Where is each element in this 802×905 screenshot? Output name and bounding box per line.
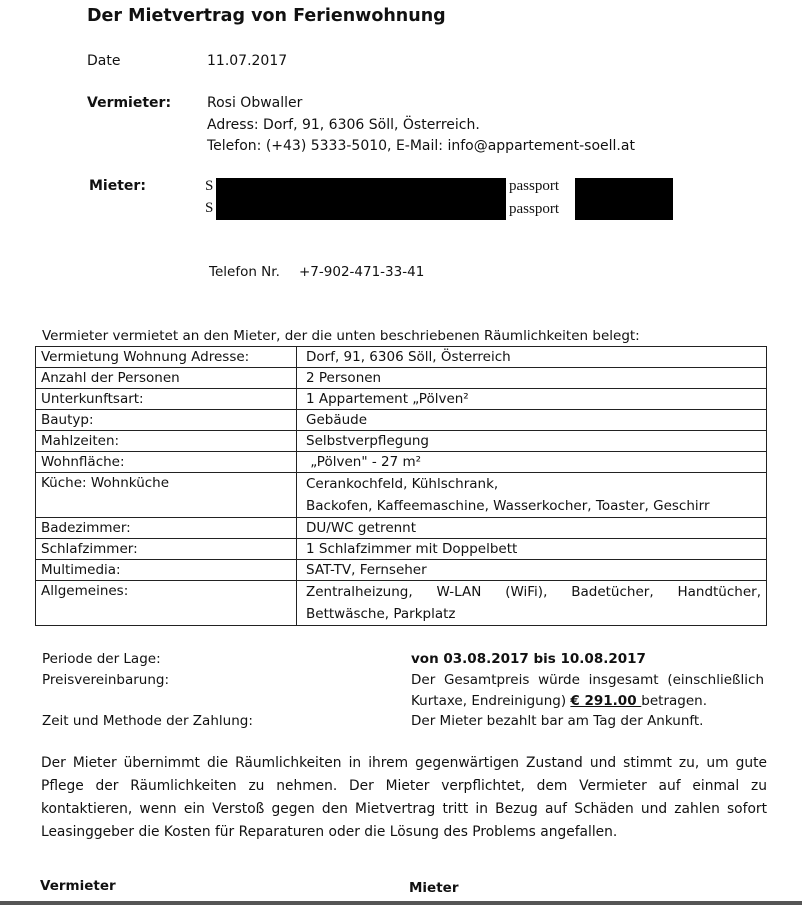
row-value: DU/WC getrennt (297, 518, 767, 539)
row-value: 1 Appartement „Pölven² (297, 389, 767, 410)
table-row (36, 560, 767, 581)
passport-label-2: passport (509, 201, 559, 217)
row-key: Anzahl der Personen (36, 368, 297, 389)
table-row (36, 581, 767, 626)
row-key: Wohnfläche: (36, 452, 297, 473)
document-title: Der Mietvertrag von Ferienwohnung (87, 6, 446, 26)
redaction-box-passport (575, 178, 673, 220)
row-value-line: Cerankochfeld, Kühlschrank, (306, 476, 499, 492)
row-value: „Pölven" - 27 m² (297, 452, 767, 473)
row-value-line: Zentralheizung, W-LAN (WiFi), Badetücher, Handtücher, (306, 584, 761, 600)
row-key: Schlafzimmer: (36, 539, 297, 560)
row-value: SAT-TV, Fernseher (297, 560, 767, 581)
table-row (36, 452, 767, 473)
table-row (36, 389, 767, 410)
price-label: Preisvereinbarung: (42, 672, 170, 688)
period-label: Periode der Lage: (42, 651, 161, 667)
table-row (36, 347, 767, 368)
table-row (36, 473, 767, 518)
property-table (35, 346, 767, 626)
row-key: Multimedia: (36, 560, 297, 581)
payment-value: Der Mieter bezahlt bar am Tag der Ankunft. (411, 713, 704, 729)
price-line-2-end: betragen. (641, 693, 708, 709)
row-value-line: Backofen, Kaffeemaschine, Wasserkocher, Toaster, Geschirr (306, 498, 710, 514)
row-key: Vermietung Wohnung Adresse: (36, 347, 297, 368)
terms-paragraph: Der Mieter übernimmt die Räumlichkeiten in ihrem gegenwärtigen Zustand und stimmt zu, um gute Pflege der Räumlichkeiten zu nehmen. Der Mieter verpflichtet, dem Vermieter auf einmal zu kontaktieren, wenn ein Verstoß gegen den Mietvertrag tritt in Bezug auf Schäden und zahlen sofort Leasinggeber die Kosten für Reparaturen oder die Lösung des Problems angefallen. (41, 755, 767, 840)
table-row (36, 431, 767, 452)
price-amount: € 291.00 (570, 693, 642, 709)
period-value: von 03.08.2017 bis 10.08.2017 (411, 651, 646, 667)
row-value: Gebäude (297, 410, 767, 431)
tenant-initial-2: S (205, 200, 214, 216)
signature-landlord-label: Vermieter (40, 878, 116, 894)
row-value (297, 473, 767, 518)
price-line-2 (411, 693, 707, 709)
tenant-label: Mieter: (89, 178, 146, 194)
row-value-line: Bettwäsche, Parkplatz (306, 606, 456, 622)
price-line-1-text: Der Gesamtpreis würde insgesamt (einschließlich (411, 672, 764, 688)
landlord-label: Vermieter: (87, 95, 172, 111)
phone-value: +7-902-471-33-41 (299, 264, 425, 280)
table-intro: Vermieter vermietet an den Mieter, der die unten beschriebenen Räumlichkeiten belegt: (42, 328, 640, 344)
row-key: Allgemeines: (36, 581, 297, 626)
landlord-name: Rosi Obwaller (207, 95, 303, 111)
row-value: Dorf, 91, 6306 Söll, Österreich (297, 347, 767, 368)
row-value: 1 Schlafzimmer mit Doppelbett (297, 539, 767, 560)
phone-label: Telefon Nr. (209, 264, 280, 280)
date-value: 11.07.2017 (207, 53, 288, 69)
row-value: Selbstverpflegung (297, 431, 767, 452)
redaction-box-name (216, 178, 506, 220)
tenant-initial-1: S (205, 178, 214, 194)
table-row (36, 410, 767, 431)
row-key: Mahlzeiten: (36, 431, 297, 452)
row-value (297, 581, 767, 626)
row-value: 2 Personen (297, 368, 767, 389)
landlord-contact: Telefon: (+43) 5333-5010, E-Mail: info@appartement-soell.at (207, 138, 635, 154)
table-row (36, 518, 767, 539)
price-line-1 (411, 672, 764, 688)
row-key: Badezimmer: (36, 518, 297, 539)
table-row (36, 368, 767, 389)
price-line-2-text: Kurtaxe, Endreinigung) (411, 693, 571, 709)
row-key: Küche: Wohnküche (36, 473, 297, 518)
signature-tenant-label: Mieter (409, 880, 459, 896)
table-row (36, 539, 767, 560)
passport-label-1: passport (509, 178, 559, 194)
row-key: Bautyp: (36, 410, 297, 431)
payment-label: Zeit und Methode der Zahlung: (42, 713, 253, 729)
landlord-address: Adress: Dorf, 91, 6306 Söll, Österreich. (207, 117, 480, 133)
row-key: Unterkunftsart: (36, 389, 297, 410)
page-bottom-edge (0, 901, 802, 905)
date-label: Date (87, 53, 121, 69)
